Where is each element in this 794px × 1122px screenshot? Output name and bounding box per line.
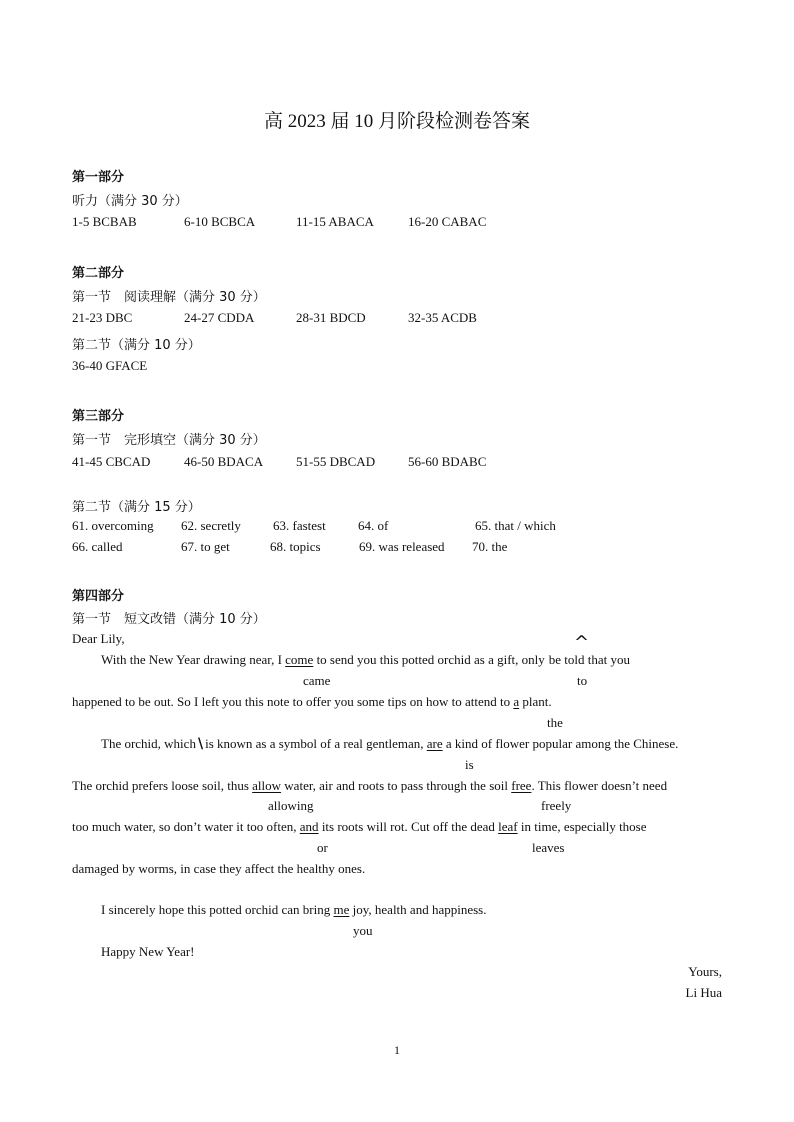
- section2-label: 第二节（满分 10 分）: [72, 338, 201, 353]
- answer-group: 28-31 BDCD: [296, 310, 366, 325]
- error-word: a: [513, 694, 520, 709]
- answer-group: 21-23 DBC: [72, 310, 133, 325]
- answer-item: 62. secretly: [181, 518, 241, 533]
- reading-label: 第一节 阅读理解（满分 30 分）: [72, 290, 266, 305]
- answer-group: 1-5 BCBAB: [72, 214, 137, 229]
- correction-word: leaves: [532, 840, 565, 855]
- error-word: come: [285, 652, 314, 667]
- error-word: are: [426, 736, 443, 751]
- letter-signature: Li Hua: [685, 985, 722, 1000]
- letter-line: I sincerely hope this potted orchid can bring me joy, health and happiness.: [101, 902, 487, 917]
- error-word: me: [333, 902, 350, 917]
- part3-heading: 第三部分: [72, 409, 125, 424]
- answer-group: 36-40 GFACE: [72, 358, 148, 373]
- correction-word: allowing: [268, 798, 314, 813]
- answer-item: 63. fastest: [273, 518, 326, 533]
- letter-closing: Yours,: [688, 964, 722, 979]
- cloze-label: 第一节 完形填空（满分 30 分）: [72, 433, 266, 448]
- listening-label: 听力（满分 30 分）: [72, 194, 188, 209]
- letter-line: too much water, so don’t water it too often, and its roots will rot. Cut off the dead leaf in time, especially those: [72, 819, 647, 834]
- answer-item: 67. to get: [181, 539, 230, 554]
- correction-word: came: [303, 673, 331, 688]
- letter-line: The orchid, which \ is known as a symbol of a real gentleman, are a kind of flower popular among the Chinese.: [101, 736, 679, 752]
- correction-word: to: [577, 673, 588, 688]
- correction-word: freely: [541, 798, 572, 813]
- correction-word: is: [465, 757, 474, 772]
- letter-wish: Happy New Year!: [101, 944, 195, 959]
- letter-greeting: Dear Lily,: [72, 631, 125, 646]
- letter-line: damaged by worms, in case they affect the healthy ones.: [72, 861, 366, 876]
- answer-group: 24-27 CDDA: [184, 310, 255, 325]
- letter-line: With the New Year drawing near, I come to send you this potted orchid as a gift, only be told that you: [101, 652, 631, 667]
- correction-word: or: [317, 840, 328, 855]
- answer-item: 68. topics: [270, 539, 321, 554]
- answer-item: 61. overcoming: [72, 518, 154, 533]
- answer-group: 11-15 ABACA: [296, 214, 374, 229]
- answer-group: 51-55 DBCAD: [296, 454, 376, 469]
- proofreading-label: 第一节 短文改错（满分 10 分）: [72, 612, 266, 627]
- error-word: and: [299, 819, 319, 834]
- answer-group: 6-10 BCBCA: [184, 214, 256, 229]
- part2-heading: 第二部分: [72, 266, 125, 281]
- delete-mark-icon: \: [197, 736, 204, 752]
- answer-group: 41-45 CBCAD: [72, 454, 151, 469]
- answer-item: 69. was released: [359, 539, 445, 554]
- answer-item: 66. called: [72, 539, 123, 554]
- part1-heading: 第一部分: [72, 170, 125, 185]
- letter-line: happened to be out. So I left you this note to offer you some tips on how to attend to a plant.: [72, 694, 552, 709]
- answer-group: 32-35 ACDB: [408, 310, 477, 325]
- answer-item: 70. the: [472, 539, 508, 554]
- letter-line: The orchid prefers loose soil, thus allow water, air and roots to pass through the soil free. This flower doesn’t need: [72, 778, 668, 793]
- answer-group: 16-20 CABAC: [408, 214, 487, 229]
- insert-caret-icon: ^: [574, 632, 590, 653]
- correction-word: you: [353, 923, 373, 938]
- error-word: leaf: [498, 819, 518, 834]
- section2-label: 第二节（满分 15 分）: [72, 500, 201, 515]
- answer-group: 56-60 BDABC: [408, 454, 487, 469]
- page-number: 1: [394, 1043, 400, 1057]
- correction-word: the: [547, 715, 563, 730]
- error-word: free: [511, 778, 532, 793]
- page-title: 高 2023 届 10 月阶段检测卷答案: [263, 111, 530, 132]
- answer-item: 65. that / which: [475, 518, 556, 533]
- error-word: allow: [252, 778, 282, 793]
- part4-heading: 第四部分: [72, 589, 125, 604]
- answer-item: 64. of: [358, 518, 389, 533]
- answer-group: 46-50 BDACA: [184, 454, 264, 469]
